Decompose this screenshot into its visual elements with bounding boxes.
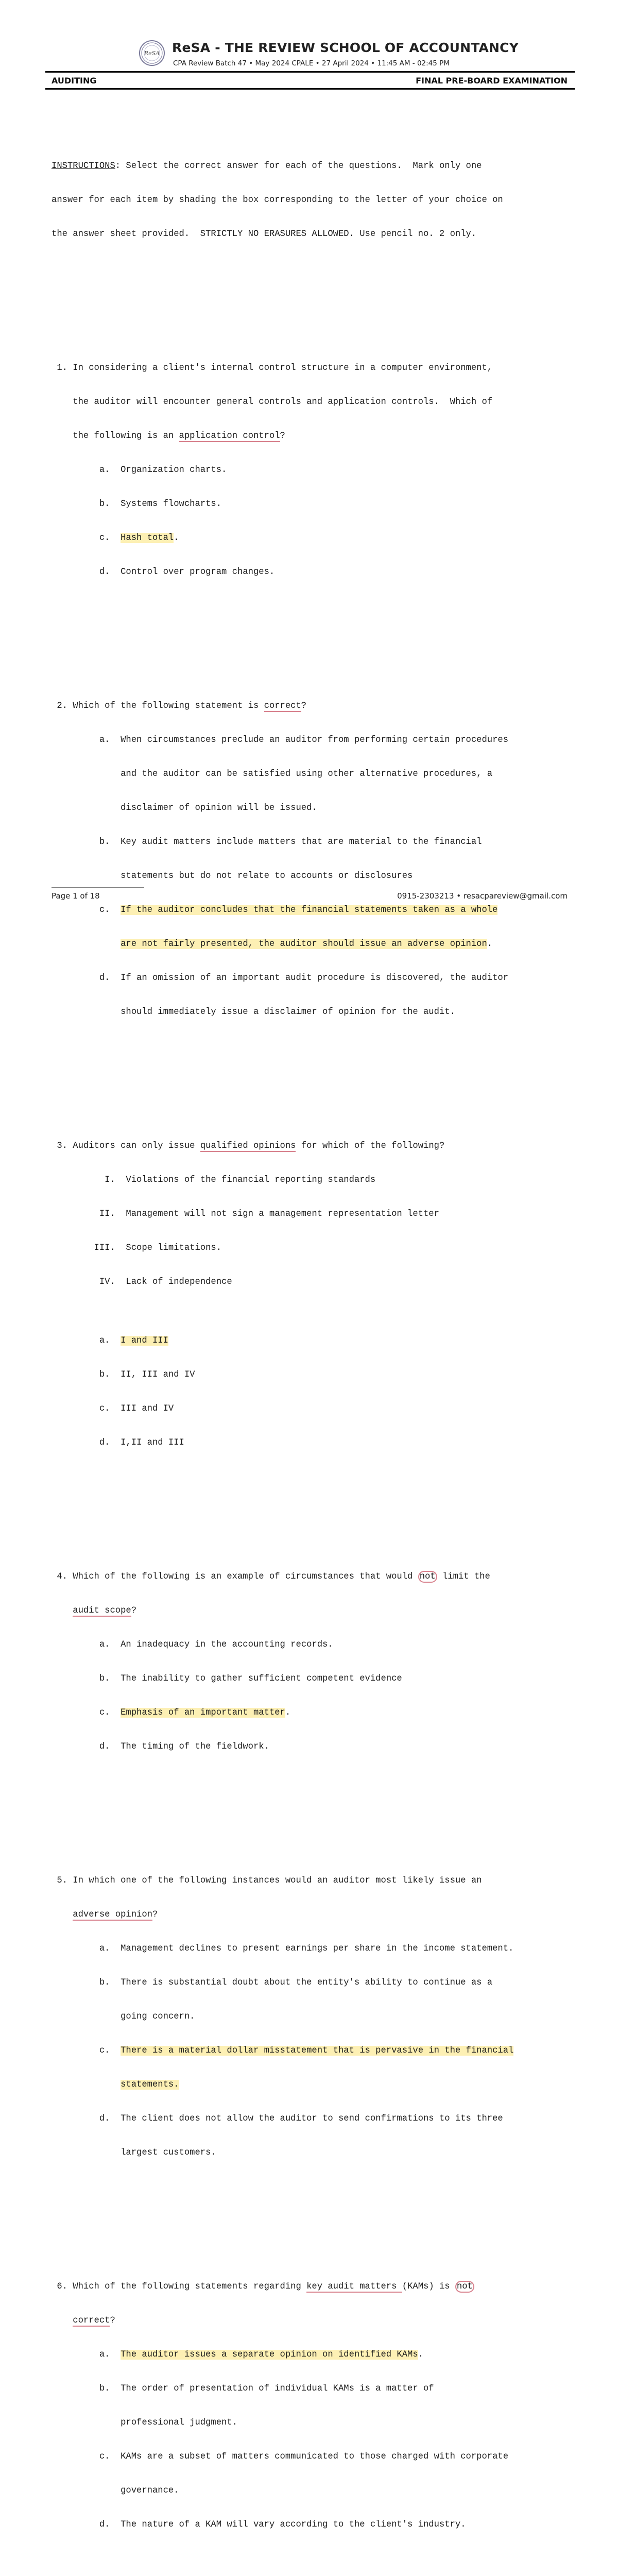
indent [52, 2080, 121, 2090]
question-2 [52, 678, 573, 1041]
question-text: the following is an [52, 431, 179, 441]
instructions [52, 138, 573, 263]
highlighted-answer: statements. [121, 2080, 179, 2090]
choice-b: b. There is substantial doubt about the entity's ability to continue as a [52, 1978, 493, 1988]
choice-a [52, 1335, 573, 1347]
keyword-circle: not [418, 1571, 437, 1583]
choice-c [52, 2079, 573, 2091]
indent [52, 939, 121, 949]
question-text: the auditor will encounter general controls and application controls. Which of [52, 397, 493, 407]
school-title: ReSA - THE REVIEW SCHOOL OF ACCOUNTANCY [172, 40, 519, 55]
choice-a [52, 2349, 573, 2361]
choice-b: b. Systems flowcharts. [52, 499, 222, 509]
question-text: 3. Auditors can only issue [52, 1141, 200, 1151]
choice-text: . [285, 1708, 291, 1718]
school-logo [139, 40, 165, 66]
question-text: limit the [437, 1572, 490, 1582]
keyword-underline: audit scope [73, 1606, 131, 1616]
seal-icon [140, 41, 164, 65]
highlighted-answer: are not fairly presented, the auditor should issue an adverse opinion [121, 939, 487, 949]
choice-d: d. I,II and III [52, 1438, 184, 1448]
choice-b: going concern. [52, 2012, 195, 2022]
choice-a: a. An inadequacy in the accounting records. [52, 1640, 333, 1650]
choice-c [52, 1707, 573, 1719]
choice-a: a. When circumstances preclude an auditor from performing certain procedures [52, 735, 509, 745]
page-header [0, 0, 618, 93]
choice-a: a. Management declines to present earnings per share in the income statement. [52, 1944, 514, 1954]
choice-c [52, 905, 573, 916]
choice-d: d. Control over program changes. [52, 567, 275, 577]
question-text: 1. In considering a client's internal control structure in a computer environment, [52, 363, 493, 373]
choice-d: d. The client does not allow the auditor to send confirmations to its three [52, 2114, 503, 2124]
keyword-underline: key audit matters [306, 2282, 402, 2292]
choice-letter: a. [52, 1336, 121, 1346]
keyword-underline: adverse opinion [73, 1910, 152, 1920]
keyword-circle: not [455, 2281, 474, 2293]
roman-item: II. Management will not sign a management representation letter [52, 1209, 439, 1219]
keyword-underline: qualified opinions [200, 1141, 296, 1151]
subject-label: AUDITING [52, 76, 97, 86]
roman-item: IV. Lack of independence [52, 1277, 232, 1287]
choice-a: and the auditor can be satisfied using other alternative procedures, a [52, 769, 493, 779]
indent [52, 2316, 73, 2326]
question-text: ? [301, 701, 307, 711]
instructions-label: INSTRUCTIONS [52, 161, 115, 171]
question-text: ? [131, 1606, 137, 1616]
question-5 [52, 1853, 573, 2181]
exam-schedule: CPA Review Batch 47 • May 2024 CPALE • 27 April 2024 • 11:45 AM - 02:45 PM [173, 59, 450, 67]
page-number: Page 1 of 18 [52, 891, 100, 901]
choice-c [52, 939, 573, 950]
choice-text: . [174, 533, 179, 543]
choice-text: . [487, 939, 493, 949]
exam-type-label: FINAL PRE-BOARD EXAMINATION [416, 76, 568, 86]
choice-letter: c. [52, 533, 121, 543]
choice-c: c. III and IV [52, 1404, 174, 1414]
indent [52, 1910, 73, 1920]
choice-a: disclaimer of opinion will be issued. [52, 803, 317, 813]
choice-b: professional judgment. [52, 2418, 237, 2428]
roman-item: III. Scope limitations. [52, 1243, 222, 1253]
keyword-underline: correct [73, 2316, 110, 2326]
choice-b: b. The order of presentation of individual KAMs is a matter of [52, 2384, 434, 2394]
question-1 [52, 340, 573, 601]
roman-item: I. Violations of the financial reporting standards [52, 1175, 376, 1185]
contact-info: 0915-2303213 • resacpareview@gmail.com [397, 891, 568, 901]
question-text: 6. Which of the following statements regarding [52, 2282, 307, 2292]
question-4 [52, 1549, 573, 1775]
choice-c: c. KAMs are a subset of matters communicated to those charged with corporate [52, 2452, 509, 2462]
choice-b: b. Key audit matters include matters that are material to the financial [52, 837, 482, 847]
question-3 [52, 1118, 573, 1471]
choice-d: largest customers. [52, 2148, 216, 2158]
header-rule-top [45, 71, 575, 73]
header-rule-bottom [45, 88, 575, 90]
svg-text:ReSA: ReSA [144, 50, 160, 57]
choice-letter: c. [52, 2046, 121, 2056]
choice-b: b. II, III and IV [52, 1370, 195, 1380]
choice-letter: a. [52, 2350, 121, 2360]
choice-d: d. The timing of the fieldwork. [52, 1742, 269, 1752]
question-text: ? [152, 1910, 158, 1920]
keyword-underline: correct [264, 701, 301, 711]
choice-d: d. The nature of a KAM will vary according to the client's industry. [52, 2520, 466, 2530]
footer-rule [52, 887, 144, 888]
highlighted-answer: I and III [121, 1336, 168, 1346]
keyword-underline: application control [179, 431, 280, 441]
highlighted-answer: Emphasis of an important matter [121, 1708, 285, 1718]
choice-d: should immediately issue a disclaimer of opinion for the audit. [52, 1007, 455, 1017]
question-text: 5. In which one of the following instances would an auditor most likely issue an [52, 1876, 482, 1886]
highlighted-answer: There is a material dollar misstatement that is pervasive in the financial [121, 2046, 514, 2056]
choice-d: d. If an omission of an important audit procedure is discovered, the auditor [52, 973, 509, 983]
question-text: (KAMs) is [402, 2282, 455, 2292]
choice-c [52, 2045, 573, 2057]
indent [52, 1606, 73, 1616]
question-text: ? [110, 2316, 115, 2326]
choice-text: . [418, 2350, 424, 2360]
exam-content [52, 104, 573, 2576]
question-6 [52, 2259, 573, 2553]
question-text: 2. Which of the following statement is [52, 701, 264, 711]
choice-letter: c. [52, 905, 121, 915]
instructions-text: answer for each item by shading the box corresponding to the letter of your choice on [52, 195, 503, 205]
highlighted-answer: Hash total [121, 533, 174, 543]
choice-letter: c. [52, 1708, 121, 1718]
choice-c [52, 533, 573, 544]
choice-a: a. Organization charts. [52, 465, 227, 475]
highlighted-answer: If the auditor concludes that the financial statements taken as a whole [121, 905, 498, 915]
choice-b: statements but do not relate to accounts or disclosures [52, 871, 413, 881]
instructions-text: the answer sheet provided. STRICTLY NO ERASURES ALLOWED. Use pencil no. 2 only. [52, 229, 477, 239]
question-text: ? [280, 431, 285, 441]
choice-c: governance. [52, 2486, 179, 2496]
question-text: 4. Which of the following is an example of circumstances that would [52, 1572, 418, 1582]
highlighted-answer: The auditor issues a separate opinion on identified KAMs [121, 2350, 418, 2360]
instructions-text: : Select the correct answer for each of the questions. Mark only one [115, 161, 482, 171]
choice-b: b. The inability to gather sufficient competent evidence [52, 1674, 402, 1684]
question-text: for which of the following? [296, 1141, 445, 1151]
